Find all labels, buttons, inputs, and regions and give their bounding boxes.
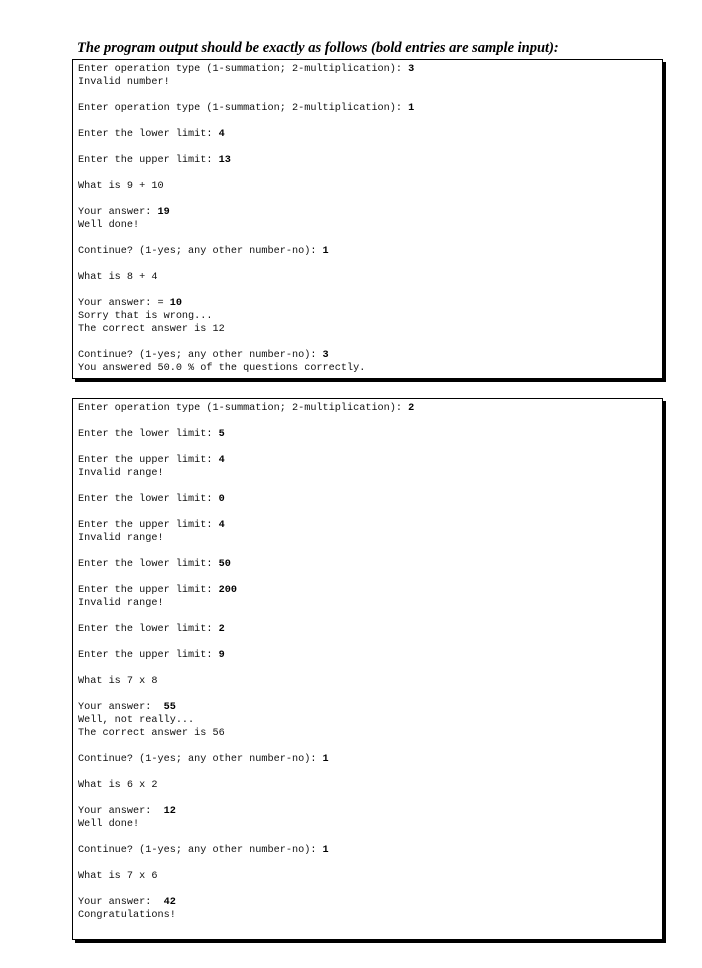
blank-line — [78, 480, 662, 493]
output-text: What is 8 + 4 — [78, 272, 158, 283]
console-line — [78, 428, 662, 441]
output-text: Enter the upper limit: — [78, 455, 219, 466]
sample-input-value: 200 — [218, 585, 237, 596]
blank-line — [78, 688, 662, 701]
console-line — [78, 844, 662, 857]
output-text: What is 9 + 10 — [78, 181, 164, 192]
blank-line — [78, 636, 662, 649]
sample-input-value: 1 — [322, 754, 329, 765]
console-line — [78, 349, 662, 362]
sample-input-value: 1 — [322, 845, 329, 856]
sample-input-value: 10 — [169, 298, 182, 309]
console-line — [78, 532, 662, 545]
output-text: Congratulations! — [78, 910, 176, 921]
output-text: Enter operation type (1-summation; 2-multiplication): — [78, 103, 409, 114]
output-text: Well, not really... — [78, 715, 195, 726]
blank-line — [78, 857, 662, 870]
output-text: Invalid number! — [78, 77, 170, 88]
console-line — [78, 870, 662, 883]
console-line — [78, 649, 662, 662]
blank-line — [78, 336, 662, 349]
console-line — [78, 896, 662, 909]
output-text: Your answer: = — [78, 298, 170, 309]
output-text: Enter operation type (1-summation; 2-multiplication): — [78, 64, 409, 75]
output-text: Enter operation type (1-summation; 2-multiplication): — [78, 403, 409, 414]
output-text: Enter the lower limit: — [78, 129, 219, 140]
blank-line — [78, 571, 662, 584]
console-line — [78, 297, 662, 310]
blank-line — [78, 766, 662, 779]
instructions-heading: The program output should be exactly as follows (bold entries are sample input): — [77, 40, 559, 56]
blank-line — [78, 883, 662, 896]
sample-input-value: 5 — [218, 429, 225, 440]
sample-input-value: 3 — [408, 64, 415, 75]
output-text: You answered 50.0 % of the questions correctly. — [78, 363, 366, 374]
console-line — [78, 362, 662, 375]
output-text: Continue? (1-yes; any other number-no): — [78, 350, 323, 361]
console-line — [78, 909, 662, 922]
blank-line — [78, 792, 662, 805]
console-line — [78, 701, 662, 714]
sample-input-value: 42 — [163, 897, 176, 908]
console-line — [78, 102, 662, 115]
blank-line — [78, 441, 662, 454]
sample-input-value: 1 — [322, 246, 329, 257]
output-text: What is 7 x 8 — [78, 676, 158, 687]
console-line — [78, 310, 662, 323]
console-line — [78, 493, 662, 506]
blank-line — [78, 415, 662, 428]
output-text: What is 7 x 6 — [78, 871, 158, 882]
console-output-sample-2 — [72, 398, 663, 940]
sample-input-value: 9 — [218, 650, 225, 661]
output-text: The correct answer is 56 — [78, 728, 225, 739]
console-line — [78, 271, 662, 284]
console-line — [78, 154, 662, 167]
sample-input-value: 4 — [218, 455, 225, 466]
output-text: Enter the lower limit: — [78, 559, 219, 570]
console-line — [78, 584, 662, 597]
console-line — [78, 219, 662, 232]
sample-input-value: 1 — [408, 103, 415, 114]
output-text: What is 6 x 2 — [78, 780, 158, 791]
output-text: Enter the lower limit: — [78, 494, 219, 505]
output-text: Well done! — [78, 819, 140, 830]
console-line — [78, 675, 662, 688]
output-text: Continue? (1-yes; any other number-no): — [78, 754, 323, 765]
blank-line — [78, 193, 662, 206]
output-text: Well done! — [78, 220, 140, 231]
blank-line — [78, 232, 662, 245]
console-output-sample-1 — [72, 59, 663, 379]
console-line — [78, 779, 662, 792]
sample-input-value: 19 — [157, 207, 170, 218]
output-text: The correct answer is 12 — [78, 324, 225, 335]
sample-input-value: 3 — [322, 350, 329, 361]
console-line — [78, 206, 662, 219]
console-line — [78, 63, 662, 76]
sample-input-value: 12 — [163, 806, 176, 817]
console-line — [78, 714, 662, 727]
blank-line — [78, 506, 662, 519]
output-text: Enter the upper limit: — [78, 155, 219, 166]
output-text: Enter the upper limit: — [78, 650, 219, 661]
blank-line — [78, 258, 662, 271]
console-line — [78, 76, 662, 89]
console-line — [78, 753, 662, 766]
console-line — [78, 323, 662, 336]
blank-line — [78, 662, 662, 675]
console-line — [78, 805, 662, 818]
output-text: Your answer: — [78, 207, 158, 218]
console-line — [78, 597, 662, 610]
output-text: Enter the lower limit: — [78, 429, 219, 440]
console-line — [78, 245, 662, 258]
output-text: Invalid range! — [78, 598, 164, 609]
output-text: Your answer: — [78, 897, 164, 908]
output-text: Enter the upper limit: — [78, 520, 219, 531]
blank-line — [78, 610, 662, 623]
console-line — [78, 727, 662, 740]
sample-input-value: 2 — [408, 403, 415, 414]
console-line — [78, 623, 662, 636]
sample-input-value: 4 — [218, 520, 225, 531]
sample-input-value: 2 — [218, 624, 225, 635]
console-line — [78, 128, 662, 141]
console-line — [78, 519, 662, 532]
console-lines — [78, 402, 662, 922]
output-text: Continue? (1-yes; any other number-no): — [78, 246, 323, 257]
sample-input-value: 13 — [218, 155, 231, 166]
blank-line — [78, 284, 662, 297]
console-line — [78, 402, 662, 415]
output-text: Your answer: — [78, 702, 164, 713]
sample-input-value: 0 — [218, 494, 225, 505]
console-line — [78, 467, 662, 480]
blank-line — [78, 167, 662, 180]
blank-line — [78, 141, 662, 154]
output-text: Continue? (1-yes; any other number-no): — [78, 845, 323, 856]
output-text: Invalid range! — [78, 533, 164, 544]
console-line — [78, 818, 662, 831]
sample-input-value: 50 — [218, 559, 231, 570]
blank-line — [78, 115, 662, 128]
console-line — [78, 180, 662, 193]
sample-input-value: 4 — [218, 129, 225, 140]
output-text: Enter the lower limit: — [78, 624, 219, 635]
console-line — [78, 454, 662, 467]
output-text: Sorry that is wrong... — [78, 311, 213, 322]
blank-line — [78, 831, 662, 844]
console-lines — [78, 63, 662, 375]
sample-input-value: 55 — [163, 702, 176, 713]
console-line — [78, 558, 662, 571]
output-text: Your answer: — [78, 806, 164, 817]
output-text: Enter the upper limit: — [78, 585, 219, 596]
output-text: Invalid range! — [78, 468, 164, 479]
blank-line — [78, 89, 662, 102]
blank-line — [78, 545, 662, 558]
blank-line — [78, 740, 662, 753]
